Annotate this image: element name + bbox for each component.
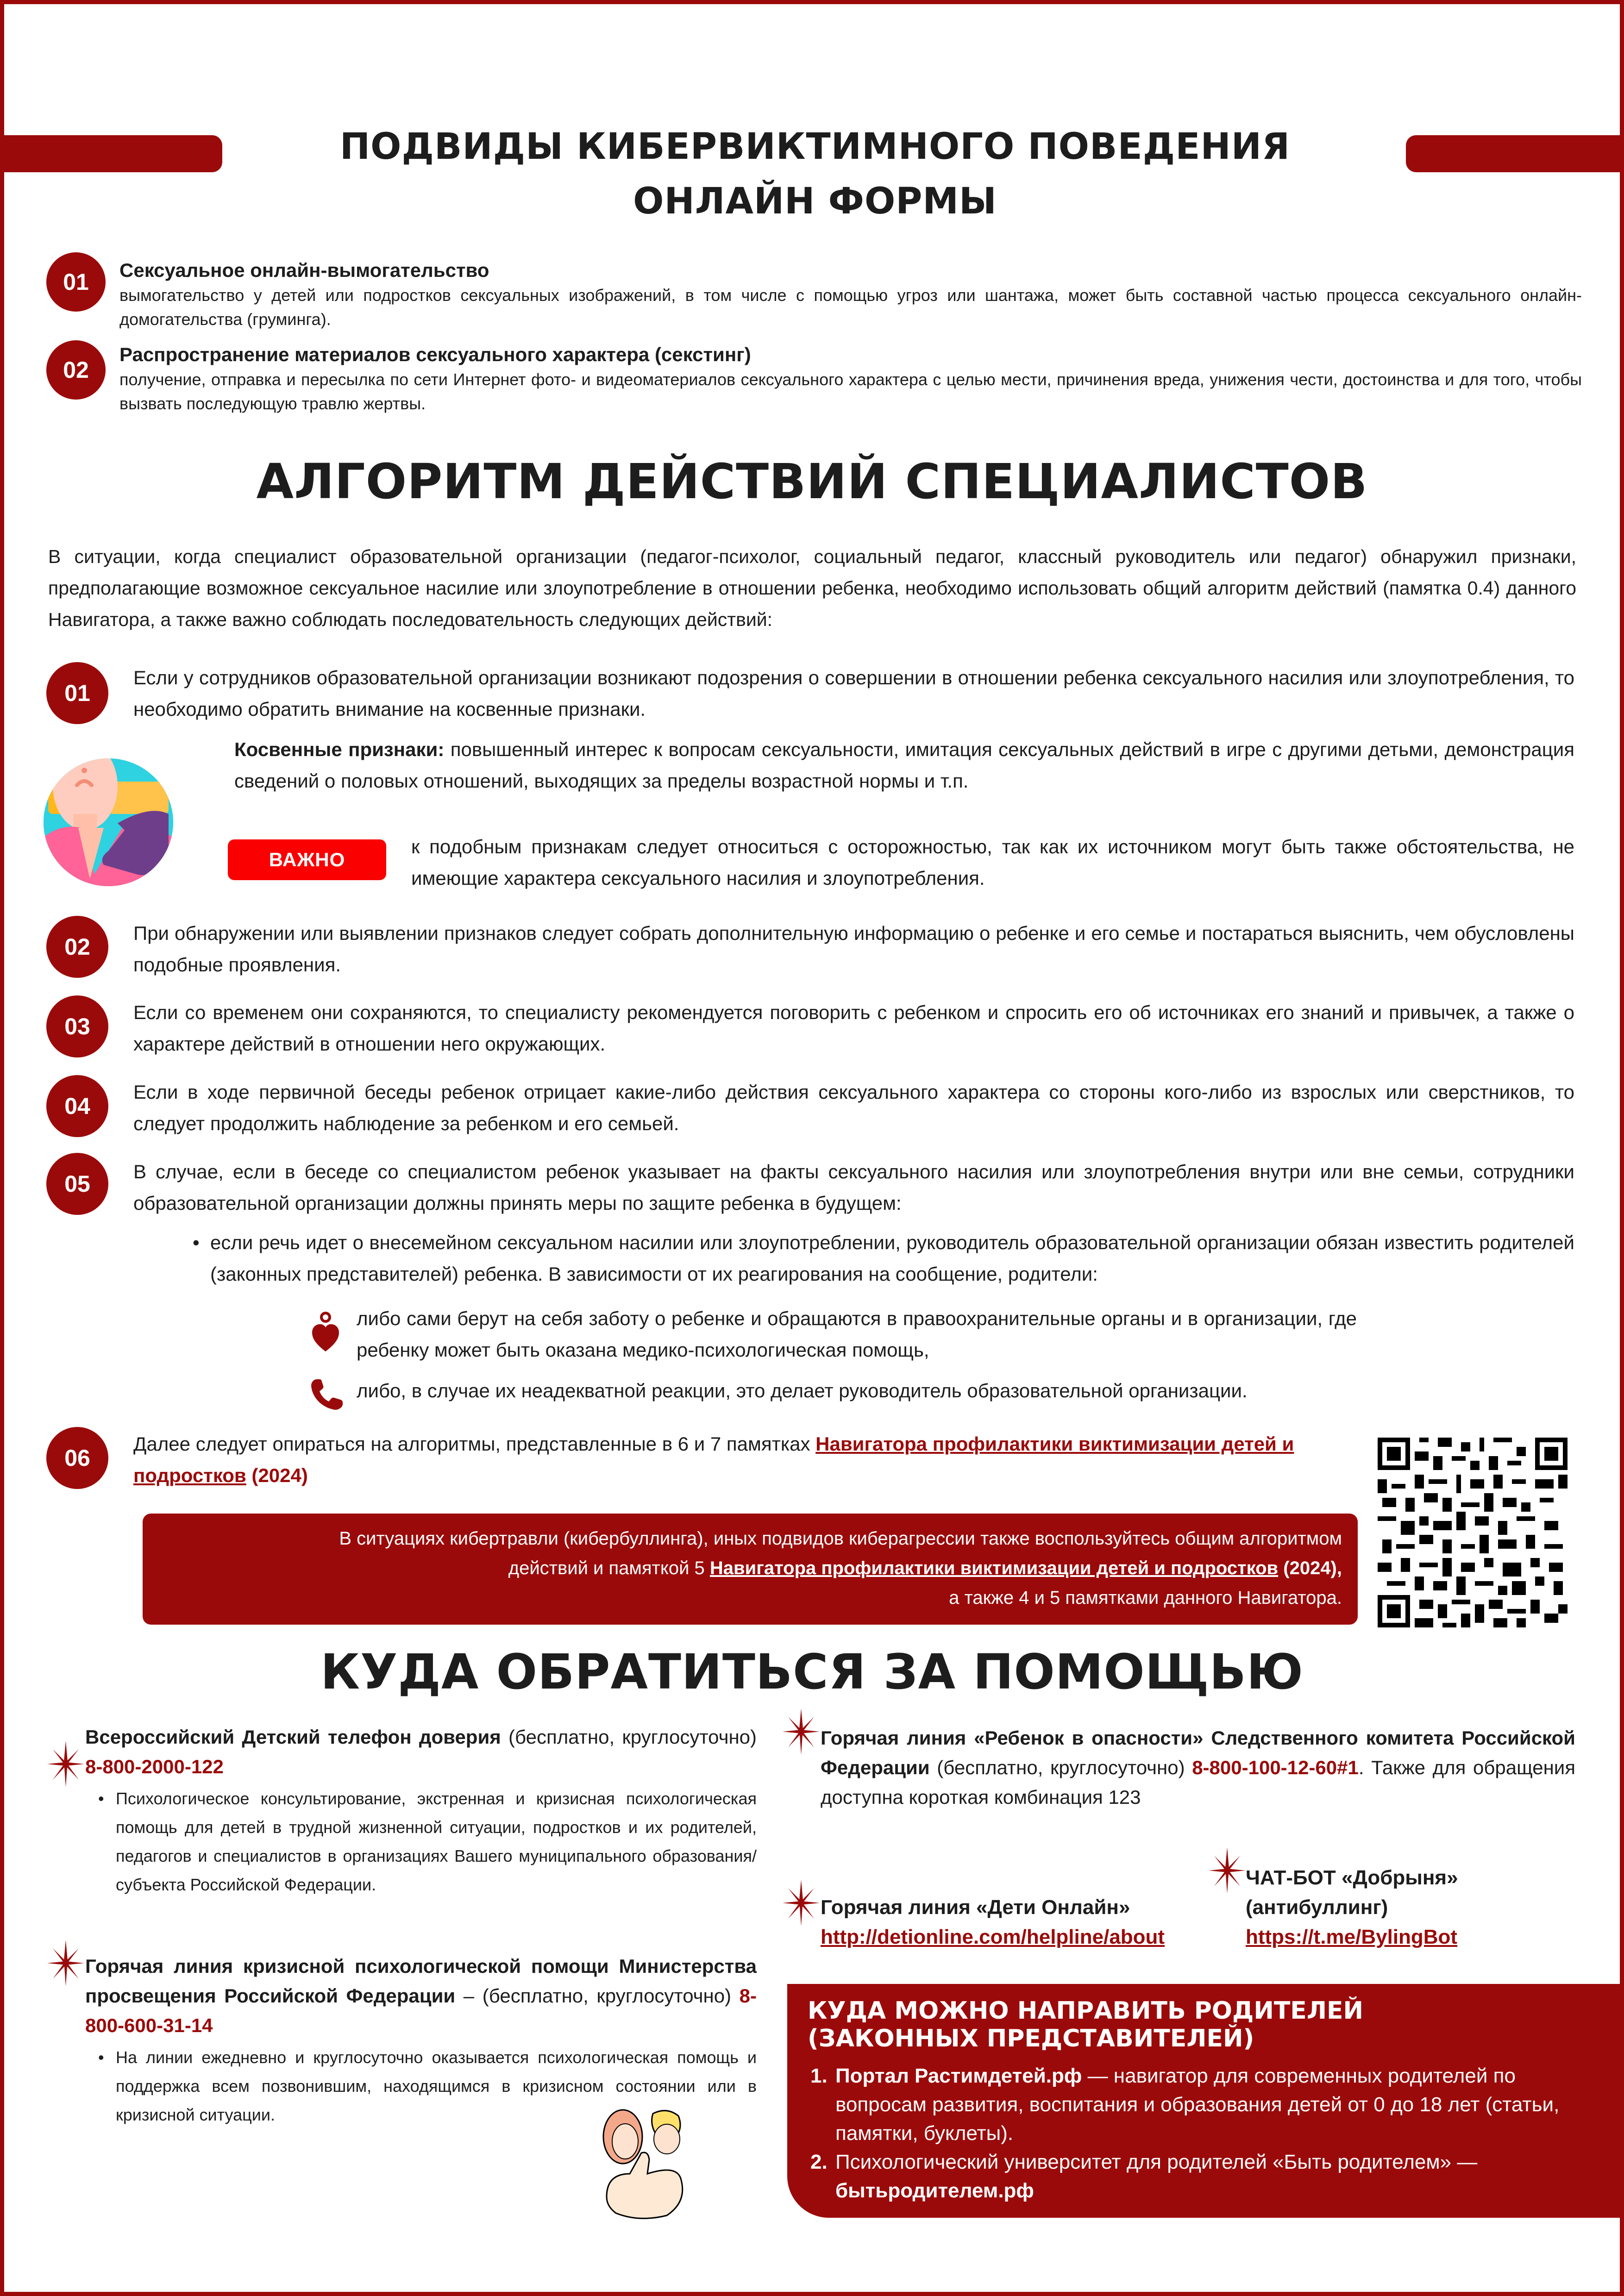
help-item-name: Горячая линия кризисной психологической помощи Министерства просвещения Российской Федерации (85, 1955, 757, 2007)
parents-item-text: Психологический университет для родителей «Быть родителем» — (835, 2151, 1478, 2173)
page-title (232, 119, 1398, 229)
help-item-name: Всероссийский Детский телефон доверия (85, 1726, 501, 1748)
indirect-signs-label: Косвенные признаки: (234, 738, 445, 760)
help-item-1 (85, 1722, 757, 1899)
help-title: КУДА ОБРАТИТЬСЯ ЗА ПОМОЩЬЮ (320, 1644, 1304, 1700)
step-number-4: 04 (46, 1075, 108, 1137)
subtype-desc: получение, отправка и пересылка по сети Интернет фото- и видеоматериалов сексуального характера с целью мести, причинения вреда, унижения чести, достоинства и для того, чтобы вызвать последующую травлю жертвы. (119, 370, 1582, 413)
step-4-text: Если в ходе первичной беседы ребенок отрицает какие-либо действия сексуального характера со стороны кого-либо из взрослых или сверстников, то следует продолжить наблюдение за ребенком и его семьей. (133, 1081, 1574, 1134)
help-item-4 (821, 1893, 1228, 1952)
subtype-number-2: 02 (46, 340, 106, 400)
step-number-5: 05 (46, 1153, 108, 1215)
subtype-1 (119, 257, 1582, 332)
help-item-note: (бесплатно, круглосуточно) (501, 1726, 757, 1748)
parents-item-text: — навигатор для современных родителей по вопросам развития, воспитания и образования детей от 0 до 18 лет (статьи, памятки, буклеты). (835, 2065, 1560, 2145)
parents-item-2 (810, 2148, 1584, 2205)
heart-icon (311, 1312, 340, 1353)
cyber-box-line1: В ситуациях кибертравли (кибербуллинга), иных подвидов киберагрессии также воспользуйтесь общим алгоритмом (339, 1528, 1342, 1549)
step-5-text: В случае, если в беседе со специалистом ребенок указывает на факты сексуального насилия или злоупотребления внутри или вне семьи, сотрудники образовательной организации должны принять меры по защите ребенка в будущем: (133, 1161, 1574, 1214)
help-item-bullet: • На линии ежедневно и круглосуточно оказывается психологическая помощь и поддержка всем позвонившим, находящимся в кризисном состоянии или в кризисной ситуации. (95, 2043, 757, 2129)
important-badge: ВАЖНО (228, 839, 386, 880)
help-item-3 (821, 1723, 1575, 1812)
subtype-2 (119, 342, 1582, 416)
parents-title-line1: КУДА МОЖНО НАПРАВИТЬ РОДИТЕЛЕЙ (808, 1997, 1364, 2025)
parents-item-num: 1. (810, 2065, 828, 2087)
parents-list (810, 2062, 1584, 2205)
cyber-box-line2-after: (2024), (1278, 1558, 1342, 1578)
phone-link-child-helpline[interactable]: 8-800-2000-122 (85, 1756, 224, 1777)
help-item-bullet: • Психологическое консультирование, экстренная и кризисная психологическая помощь для детей в трудной жизненной ситуации, подростков и их родителей, педагогов и специалистов в организациях Вашего муниципального образования/субъекта Российской Федерации. (95, 1784, 757, 1899)
help-item-2 (85, 1952, 757, 2129)
rastimdetey-link[interactable]: Портал Растимдетей.рф (835, 2065, 1082, 2087)
step-6-text (133, 1428, 1356, 1491)
important-text: к подобным признакам следует относиться с осторожностью, так как их источником могут быть также обстоятельства, не имеющие характера сексуального насилия и злоупотребления. (411, 836, 1574, 889)
star-icon (1209, 1847, 1246, 1894)
help-item-after: . Также для обращения доступна короткая комбинация 123 (821, 1757, 1575, 1808)
step-5-bullet: • если речь идет о внесемейном сексуальном насилии или злоупотреблении, руководитель образовательной организации обязан известить родителей (законных представителей) ребенка. В зависимости от их реагирования на сообщение, родители: (190, 1227, 1574, 1290)
cyber-box-line2-before: действий и памяткой 5 (508, 1558, 710, 1578)
header-bar-left (0, 135, 222, 172)
help-item-note: – (бесплатно, круглосуточно) (455, 1985, 740, 2007)
step-1-text: Если у сотрудников образовательной организации возникают подозрения о совершении в отношении ребенка сексуального насилия или злоупотребления, то необходимо обратить внимание на косвенные признаки. (133, 667, 1574, 720)
step-6-text-before: Далее следует опираться на алгоритмы, представленные в 6 и 7 памятках (133, 1433, 816, 1455)
child-distress-illustration (44, 758, 173, 886)
page-title-line2: ОНЛАЙН ФОРМЫ (633, 181, 997, 222)
algorithm-intro: В ситуации, когда специалист образовательной организации (педагог-психолог, социальный педагог, классный руководитель или педагог) обнаружил признаки, предполагающие возможное сексуальное насилие или злоупотребление в отношении ребенка, необходимо использовать общий алгоритм действий (памятка 0.4) данного Навигатора, а также важно соблюдать последовательность следующих действий: (48, 546, 1576, 630)
step-5-bullets (190, 1227, 1574, 1290)
parents-item-num: 2. (810, 2151, 828, 2173)
cyberbullying-note-box (143, 1514, 1358, 1625)
phone-icon (310, 1378, 344, 1411)
navigator-link[interactable]: Навигатора профилактики виктимизации детей и подростков (133, 1433, 1294, 1486)
help-item-name: ЧАТ-БОТ «Добрыня» (антибуллинг) (1246, 1866, 1458, 1919)
step-5-option-2: либо, в случае их неадекватной реакции, это делает руководитель образовательной организации. (357, 1380, 1248, 1401)
bytroditelem-link[interactable]: бытьродителем.рф (835, 2179, 1034, 2202)
step-number-1: 01 (46, 662, 108, 724)
step-3-text: Если со временем они сохраняются, то специалисту рекомендуется поговорить с ребенком и спросить его об источниках его знаний и привычек, а также о характере действий в отношении него окружающих. (133, 1001, 1574, 1055)
phone-link-crisis-line[interactable]: 8-800-600-31-14 (85, 1985, 757, 2036)
star-icon (783, 1880, 820, 1926)
subtype-title: Сексуальное онлайн-вымогательство (119, 259, 489, 281)
subtype-number-1: 01 (46, 252, 106, 312)
cyber-box-navigator-link[interactable]: Навигатора профилактики виктимизации детей и подростков (709, 1558, 1279, 1578)
star-icon (47, 1940, 84, 1986)
parents-item-1 (810, 2062, 1584, 2148)
help-item-note: (бесплатно, круглосуточно) (929, 1757, 1192, 1778)
family-hand-illustration (597, 2109, 704, 2220)
cyber-box-line2 (158, 1553, 1342, 1583)
step-number-3: 03 (46, 995, 108, 1057)
parents-title-line2: (ЗАКОННЫХ ПРЕДСТАВИТЕЛЕЙ) (808, 2025, 1254, 2052)
telegram-bot-link[interactable]: https://t.me/BylingBot (1246, 1926, 1458, 1948)
phone-link-sk-helpline[interactable]: 8-800-100-12-60#1 (1192, 1757, 1359, 1778)
indirect-signs-text: повышенный интерес к вопросам сексуальности, имитация сексуальных действий в игре с другими детьми, демонстрация сведений о половых отношений, выходящих за пределы возрастной нормы и т.п. (234, 738, 1575, 792)
subtype-title: Распространение материалов сексуального характера (секстинг) (119, 344, 751, 365)
step-number-6: 06 (46, 1427, 108, 1489)
star-icon (783, 1708, 820, 1755)
header-bar-right (1406, 135, 1624, 172)
parents-resources-box (787, 1984, 1624, 2218)
step-6-text-after: (2024) (246, 1464, 308, 1486)
step-5-option-1: либо сами берут на себя заботу о ребенке и обращаются в правоохранительные органы и в организации, где ребенку может быть оказана медико-психологическая помощь, (357, 1308, 1357, 1361)
cyber-box-line3: а также 4 и 5 памятками данного Навигатора. (949, 1588, 1342, 1608)
algorithm-title: АЛГОРИТМ ДЕЙСТВИЙ СПЕЦИАЛИСТОВ (256, 453, 1368, 510)
step-number-2: 02 (46, 916, 108, 978)
subtype-desc: вымогательство у детей или подростков сексуальных изображений, в том числе с помощью угроз или шантажа, может быть составной частью процесса сексуального онлайн-домогательства (груминга). (119, 286, 1582, 329)
page-title-line1: ПОДВИДЫ КИБЕРВИКТИМНОГО ПОВЕДЕНИЯ (339, 126, 1291, 168)
help-item-name: Горячая линия «Дети Онлайн» (821, 1896, 1130, 1919)
help-item-5 (1246, 1863, 1505, 1952)
star-icon (47, 1741, 84, 1787)
qr-code[interactable] (1378, 1438, 1568, 1627)
indirect-signs (234, 734, 1574, 797)
parents-title (808, 1997, 1363, 2052)
detionline-link[interactable]: http://detionline.com/helpline/about (821, 1926, 1165, 1948)
help-item-name: Горячая линия «Ребенок в опасности» Следственного комитета Российской Федерации (821, 1727, 1575, 1778)
step-2-text: При обнаружении или выявлении признаков следует собрать дополнительную информацию о ребенке и его семье и постараться выяснить, чем обусловлены подобные проявления. (133, 922, 1574, 976)
